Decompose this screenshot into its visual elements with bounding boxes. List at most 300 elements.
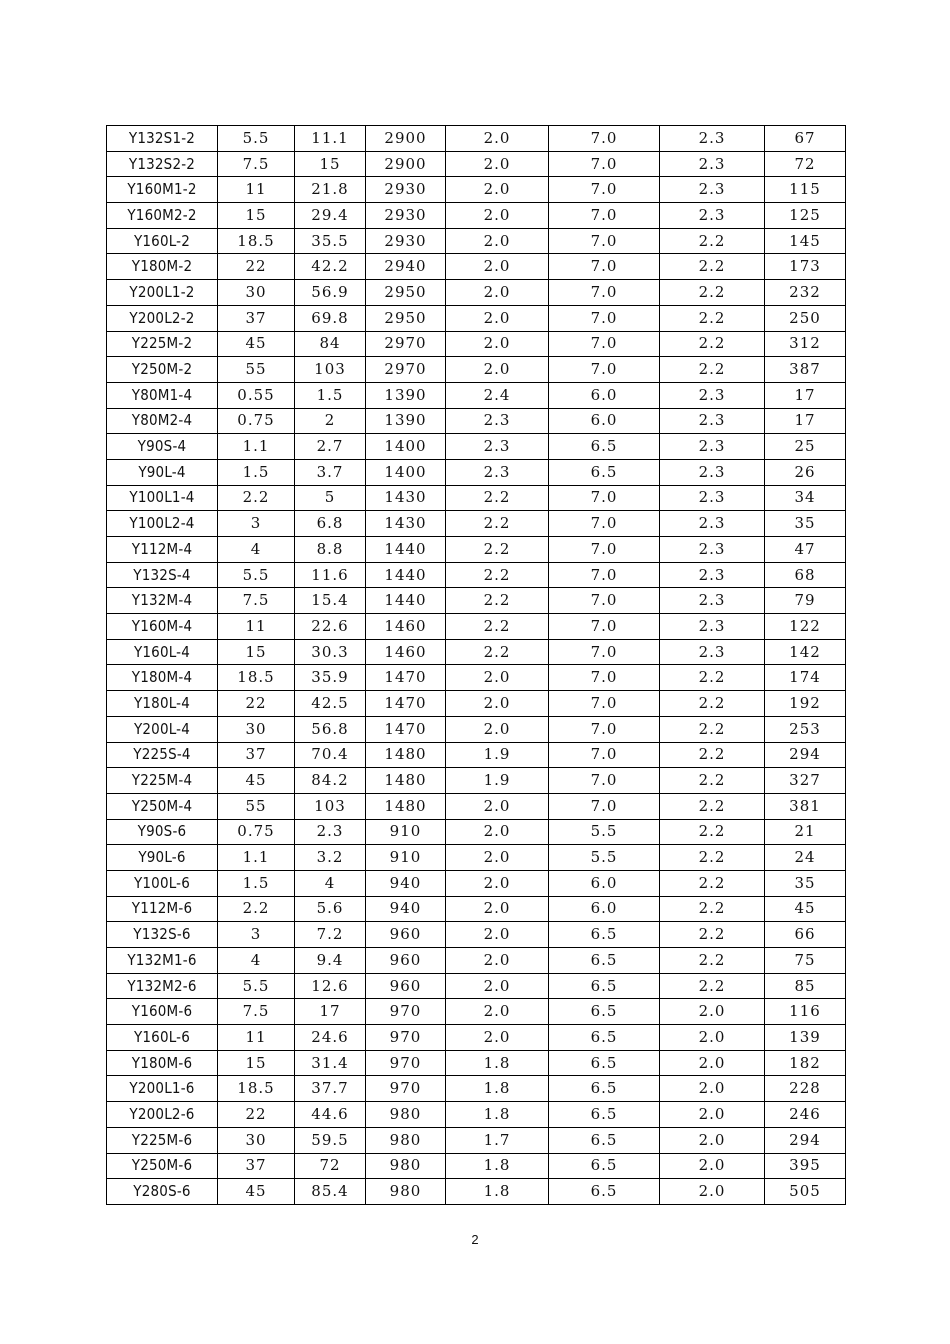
table-row <box>107 1050 846 1076</box>
cell-model: Y180M-6 <box>107 1050 218 1076</box>
cell-ratio-a: 2.4 <box>446 382 549 408</box>
cell-speed: 1470 <box>366 691 446 717</box>
cell-power: 22 <box>218 1102 295 1128</box>
cell-ratio-c: 2.2 <box>660 819 765 845</box>
cell-weight: 21 <box>765 819 846 845</box>
cell-weight: 17 <box>765 408 846 434</box>
cell-ratio-c: 2.2 <box>660 870 765 896</box>
cell-weight: 232 <box>765 280 846 306</box>
cell-ratio-b: 6.5 <box>549 1076 660 1102</box>
cell-speed: 960 <box>366 948 446 974</box>
table-row <box>107 793 846 819</box>
cell-power: 3 <box>218 922 295 948</box>
table-body <box>107 126 846 1205</box>
cell-weight: 26 <box>765 459 846 485</box>
cell-ratio-c: 2.3 <box>660 639 765 665</box>
cell-model: Y160M-6 <box>107 999 218 1025</box>
cell-ratio-a: 2.2 <box>446 511 549 537</box>
cell-weight: 253 <box>765 716 846 742</box>
cell-model: Y160L-2 <box>107 228 218 254</box>
cell-weight: 312 <box>765 331 846 357</box>
table-row <box>107 588 846 614</box>
cell-ratio-c: 2.0 <box>660 1153 765 1179</box>
cell-power: 45 <box>218 1179 295 1205</box>
cell-ratio-b: 7.0 <box>549 331 660 357</box>
cell-ratio-b: 7.0 <box>549 357 660 383</box>
cell-power: 22 <box>218 254 295 280</box>
cell-ratio-a: 2.2 <box>446 588 549 614</box>
cell-ratio-a: 2.0 <box>446 177 549 203</box>
cell-ratio-b: 7.0 <box>549 614 660 640</box>
table-row <box>107 973 846 999</box>
cell-speed: 1480 <box>366 793 446 819</box>
table-row <box>107 511 846 537</box>
cell-ratio-b: 5.5 <box>549 819 660 845</box>
cell-power: 45 <box>218 331 295 357</box>
cell-ratio-a: 2.3 <box>446 408 549 434</box>
cell-weight: 24 <box>765 845 846 871</box>
cell-current: 84 <box>295 331 366 357</box>
cell-model: Y132S1-2 <box>107 126 218 152</box>
cell-power: 55 <box>218 793 295 819</box>
cell-power: 30 <box>218 280 295 306</box>
cell-ratio-b: 7.0 <box>549 254 660 280</box>
cell-current: 31.4 <box>295 1050 366 1076</box>
cell-model: Y250M-6 <box>107 1153 218 1179</box>
cell-ratio-a: 1.8 <box>446 1102 549 1128</box>
cell-ratio-b: 6.5 <box>549 948 660 974</box>
table-row <box>107 126 846 152</box>
cell-ratio-c: 2.2 <box>660 357 765 383</box>
cell-weight: 246 <box>765 1102 846 1128</box>
cell-ratio-c: 2.2 <box>660 896 765 922</box>
table-row <box>107 768 846 794</box>
cell-ratio-b: 7.0 <box>549 793 660 819</box>
cell-ratio-a: 1.9 <box>446 742 549 768</box>
cell-power: 18.5 <box>218 228 295 254</box>
cell-ratio-a: 2.0 <box>446 999 549 1025</box>
table-row <box>107 1102 846 1128</box>
cell-current: 7.2 <box>295 922 366 948</box>
cell-speed: 970 <box>366 1050 446 1076</box>
cell-current: 37.7 <box>295 1076 366 1102</box>
cell-ratio-c: 2.3 <box>660 382 765 408</box>
cell-model: Y160M2-2 <box>107 203 218 229</box>
cell-model: Y200L-4 <box>107 716 218 742</box>
cell-ratio-a: 2.0 <box>446 331 549 357</box>
cell-model: Y112M-6 <box>107 896 218 922</box>
cell-speed: 970 <box>366 1076 446 1102</box>
cell-ratio-b: 6.5 <box>549 973 660 999</box>
cell-ratio-b: 6.5 <box>549 459 660 485</box>
table-row <box>107 639 846 665</box>
cell-power: 4 <box>218 537 295 563</box>
cell-ratio-c: 2.3 <box>660 126 765 152</box>
cell-ratio-a: 1.8 <box>446 1179 549 1205</box>
cell-ratio-a: 2.0 <box>446 305 549 331</box>
table-row <box>107 870 846 896</box>
cell-weight: 125 <box>765 203 846 229</box>
cell-model: Y80M2-4 <box>107 408 218 434</box>
cell-current: 56.8 <box>295 716 366 742</box>
cell-ratio-b: 7.0 <box>549 177 660 203</box>
cell-ratio-c: 2.0 <box>660 1102 765 1128</box>
cell-power: 15 <box>218 1050 295 1076</box>
cell-power: 4 <box>218 948 295 974</box>
cell-weight: 395 <box>765 1153 846 1179</box>
cell-model: Y100L-6 <box>107 870 218 896</box>
cell-ratio-b: 6.5 <box>549 434 660 460</box>
cell-ratio-a: 2.2 <box>446 537 549 563</box>
cell-current: 69.8 <box>295 305 366 331</box>
table-row <box>107 434 846 460</box>
table-row <box>107 331 846 357</box>
cell-weight: 139 <box>765 1025 846 1051</box>
cell-model: Y90L-6 <box>107 845 218 871</box>
cell-ratio-a: 2.2 <box>446 485 549 511</box>
cell-speed: 1480 <box>366 768 446 794</box>
table-row <box>107 151 846 177</box>
cell-power: 11 <box>218 1025 295 1051</box>
cell-model: Y160L-4 <box>107 639 218 665</box>
cell-current: 103 <box>295 793 366 819</box>
cell-ratio-b: 6.5 <box>549 999 660 1025</box>
cell-ratio-c: 2.0 <box>660 1179 765 1205</box>
table-row <box>107 716 846 742</box>
table-row <box>107 357 846 383</box>
cell-speed: 1470 <box>366 716 446 742</box>
cell-model: Y200L1-6 <box>107 1076 218 1102</box>
cell-model: Y80M1-4 <box>107 382 218 408</box>
table-row <box>107 485 846 511</box>
cell-power: 15 <box>218 203 295 229</box>
cell-speed: 1430 <box>366 485 446 511</box>
page-number: 2 <box>471 1232 479 1247</box>
cell-current: 2.3 <box>295 819 366 845</box>
cell-ratio-b: 5.5 <box>549 845 660 871</box>
cell-power: 7.5 <box>218 999 295 1025</box>
table-row <box>107 665 846 691</box>
cell-model: Y132M1-6 <box>107 948 218 974</box>
cell-ratio-c: 2.2 <box>660 228 765 254</box>
cell-ratio-a: 2.0 <box>446 845 549 871</box>
cell-weight: 68 <box>765 562 846 588</box>
cell-speed: 1430 <box>366 511 446 537</box>
table-row <box>107 691 846 717</box>
cell-current: 70.4 <box>295 742 366 768</box>
cell-power: 5.5 <box>218 973 295 999</box>
cell-power: 37 <box>218 305 295 331</box>
cell-weight: 85 <box>765 973 846 999</box>
cell-weight: 142 <box>765 639 846 665</box>
cell-current: 3.7 <box>295 459 366 485</box>
cell-ratio-a: 2.0 <box>446 665 549 691</box>
cell-ratio-c: 2.2 <box>660 331 765 357</box>
table-row <box>107 742 846 768</box>
cell-ratio-a: 1.9 <box>446 768 549 794</box>
cell-ratio-b: 7.0 <box>549 228 660 254</box>
cell-model: Y250M-4 <box>107 793 218 819</box>
cell-current: 24.6 <box>295 1025 366 1051</box>
table-row <box>107 280 846 306</box>
cell-ratio-c: 2.3 <box>660 177 765 203</box>
cell-ratio-a: 2.0 <box>446 973 549 999</box>
cell-model: Y112M-4 <box>107 537 218 563</box>
cell-model: Y200L1-2 <box>107 280 218 306</box>
cell-weight: 79 <box>765 588 846 614</box>
cell-ratio-a: 2.0 <box>446 922 549 948</box>
cell-ratio-c: 2.2 <box>660 973 765 999</box>
cell-current: 21.8 <box>295 177 366 203</box>
cell-current: 30.3 <box>295 639 366 665</box>
cell-power: 0.75 <box>218 408 295 434</box>
table-row <box>107 1127 846 1153</box>
table-row <box>107 922 846 948</box>
cell-ratio-c: 2.2 <box>660 948 765 974</box>
cell-weight: 182 <box>765 1050 846 1076</box>
table-row <box>107 177 846 203</box>
cell-model: Y100L2-4 <box>107 511 218 537</box>
cell-ratio-a: 2.0 <box>446 203 549 229</box>
cell-ratio-b: 7.0 <box>549 639 660 665</box>
cell-ratio-a: 2.0 <box>446 228 549 254</box>
table-row <box>107 537 846 563</box>
cell-weight: 250 <box>765 305 846 331</box>
cell-ratio-c: 2.3 <box>660 614 765 640</box>
cell-power: 11 <box>218 614 295 640</box>
cell-power: 1.5 <box>218 870 295 896</box>
cell-power: 1.1 <box>218 845 295 871</box>
cell-ratio-c: 2.3 <box>660 151 765 177</box>
cell-speed: 980 <box>366 1102 446 1128</box>
cell-model: Y160M1-2 <box>107 177 218 203</box>
cell-ratio-c: 2.0 <box>660 1050 765 1076</box>
cell-current: 5.6 <box>295 896 366 922</box>
cell-model: Y90S-4 <box>107 434 218 460</box>
cell-ratio-b: 7.0 <box>549 511 660 537</box>
cell-ratio-a: 1.8 <box>446 1153 549 1179</box>
cell-speed: 2970 <box>366 357 446 383</box>
cell-ratio-a: 1.8 <box>446 1076 549 1102</box>
cell-weight: 192 <box>765 691 846 717</box>
cell-model: Y180M-4 <box>107 665 218 691</box>
cell-current: 35.9 <box>295 665 366 691</box>
table-row <box>107 614 846 640</box>
table-row <box>107 1076 846 1102</box>
table-row <box>107 948 846 974</box>
cell-power: 55 <box>218 357 295 383</box>
cell-ratio-a: 2.0 <box>446 151 549 177</box>
cell-current: 4 <box>295 870 366 896</box>
cell-ratio-c: 2.2 <box>660 922 765 948</box>
cell-ratio-b: 6.0 <box>549 870 660 896</box>
cell-speed: 1460 <box>366 639 446 665</box>
cell-weight: 47 <box>765 537 846 563</box>
cell-power: 0.75 <box>218 819 295 845</box>
cell-ratio-b: 6.5 <box>549 1050 660 1076</box>
cell-ratio-c: 2.0 <box>660 1076 765 1102</box>
cell-ratio-c: 2.0 <box>660 999 765 1025</box>
cell-ratio-a: 2.0 <box>446 691 549 717</box>
cell-weight: 122 <box>765 614 846 640</box>
cell-ratio-c: 2.2 <box>660 793 765 819</box>
cell-ratio-b: 6.5 <box>549 1127 660 1153</box>
cell-speed: 1470 <box>366 665 446 691</box>
cell-model: Y180L-4 <box>107 691 218 717</box>
cell-current: 56.9 <box>295 280 366 306</box>
cell-current: 8.8 <box>295 537 366 563</box>
cell-ratio-b: 6.0 <box>549 408 660 434</box>
cell-weight: 228 <box>765 1076 846 1102</box>
table-row <box>107 845 846 871</box>
cell-current: 15 <box>295 151 366 177</box>
cell-current: 29.4 <box>295 203 366 229</box>
cell-ratio-a: 2.2 <box>446 639 549 665</box>
cell-current: 15.4 <box>295 588 366 614</box>
cell-ratio-c: 2.3 <box>660 588 765 614</box>
cell-ratio-c: 2.3 <box>660 203 765 229</box>
cell-ratio-b: 6.0 <box>549 896 660 922</box>
cell-speed: 2900 <box>366 126 446 152</box>
cell-ratio-a: 2.0 <box>446 254 549 280</box>
cell-model: Y160M-4 <box>107 614 218 640</box>
cell-ratio-c: 2.3 <box>660 434 765 460</box>
table-row <box>107 203 846 229</box>
cell-current: 22.6 <box>295 614 366 640</box>
cell-model: Y225M-6 <box>107 1127 218 1153</box>
cell-ratio-c: 2.2 <box>660 845 765 871</box>
cell-ratio-c: 2.0 <box>660 1025 765 1051</box>
cell-weight: 145 <box>765 228 846 254</box>
cell-ratio-b: 7.0 <box>549 305 660 331</box>
table-row <box>107 254 846 280</box>
cell-speed: 2940 <box>366 254 446 280</box>
cell-ratio-c: 2.3 <box>660 511 765 537</box>
cell-ratio-c: 2.2 <box>660 768 765 794</box>
cell-weight: 294 <box>765 742 846 768</box>
cell-ratio-a: 2.0 <box>446 896 549 922</box>
cell-model: Y100L1-4 <box>107 485 218 511</box>
cell-weight: 25 <box>765 434 846 460</box>
cell-power: 15 <box>218 639 295 665</box>
cell-power: 30 <box>218 1127 295 1153</box>
cell-speed: 1440 <box>366 588 446 614</box>
cell-model: Y160L-6 <box>107 1025 218 1051</box>
cell-ratio-a: 2.0 <box>446 793 549 819</box>
table-row <box>107 305 846 331</box>
cell-current: 59.5 <box>295 1127 366 1153</box>
cell-current: 17 <box>295 999 366 1025</box>
cell-ratio-a: 2.0 <box>446 948 549 974</box>
cell-weight: 75 <box>765 948 846 974</box>
cell-ratio-c: 2.3 <box>660 537 765 563</box>
cell-model: Y280S-6 <box>107 1179 218 1205</box>
cell-weight: 173 <box>765 254 846 280</box>
cell-current: 9.4 <box>295 948 366 974</box>
cell-speed: 980 <box>366 1179 446 1205</box>
table-row <box>107 228 846 254</box>
cell-current: 1.5 <box>295 382 366 408</box>
cell-ratio-a: 2.0 <box>446 870 549 896</box>
cell-ratio-c: 2.2 <box>660 305 765 331</box>
cell-speed: 980 <box>366 1153 446 1179</box>
cell-ratio-a: 2.3 <box>446 434 549 460</box>
cell-ratio-b: 6.5 <box>549 1025 660 1051</box>
cell-model: Y132M-4 <box>107 588 218 614</box>
cell-current: 3.2 <box>295 845 366 871</box>
cell-power: 7.5 <box>218 588 295 614</box>
cell-current: 5 <box>295 485 366 511</box>
cell-model: Y132M2-6 <box>107 973 218 999</box>
table-row <box>107 999 846 1025</box>
cell-power: 3 <box>218 511 295 537</box>
table-row <box>107 459 846 485</box>
cell-model: Y132S-6 <box>107 922 218 948</box>
cell-current: 2.7 <box>295 434 366 460</box>
cell-ratio-b: 6.5 <box>549 1102 660 1128</box>
cell-power: 5.5 <box>218 126 295 152</box>
cell-speed: 2950 <box>366 280 446 306</box>
cell-weight: 72 <box>765 151 846 177</box>
motor-spec-table <box>106 125 846 1205</box>
cell-speed: 1480 <box>366 742 446 768</box>
cell-speed: 2970 <box>366 331 446 357</box>
cell-speed: 970 <box>366 999 446 1025</box>
cell-ratio-a: 1.8 <box>446 1050 549 1076</box>
cell-speed: 910 <box>366 819 446 845</box>
cell-ratio-b: 7.0 <box>549 768 660 794</box>
cell-model: Y90S-6 <box>107 819 218 845</box>
cell-ratio-b: 7.0 <box>549 203 660 229</box>
cell-model: Y225S-4 <box>107 742 218 768</box>
cell-model: Y200L2-2 <box>107 305 218 331</box>
cell-power: 7.5 <box>218 151 295 177</box>
cell-ratio-b: 7.0 <box>549 485 660 511</box>
cell-ratio-a: 2.0 <box>446 357 549 383</box>
table-row <box>107 1025 846 1051</box>
cell-speed: 970 <box>366 1025 446 1051</box>
cell-power: 1.5 <box>218 459 295 485</box>
cell-ratio-b: 6.5 <box>549 1153 660 1179</box>
cell-weight: 45 <box>765 896 846 922</box>
cell-ratio-a: 2.0 <box>446 1025 549 1051</box>
cell-ratio-b: 6.5 <box>549 1179 660 1205</box>
cell-power: 0.55 <box>218 382 295 408</box>
cell-power: 37 <box>218 1153 295 1179</box>
cell-ratio-c: 2.3 <box>660 485 765 511</box>
cell-ratio-c: 2.2 <box>660 665 765 691</box>
cell-weight: 66 <box>765 922 846 948</box>
cell-current: 42.5 <box>295 691 366 717</box>
cell-ratio-b: 7.0 <box>549 151 660 177</box>
cell-current: 85.4 <box>295 1179 366 1205</box>
cell-weight: 116 <box>765 999 846 1025</box>
cell-current: 103 <box>295 357 366 383</box>
cell-ratio-c: 2.2 <box>660 280 765 306</box>
cell-ratio-a: 2.2 <box>446 614 549 640</box>
cell-weight: 387 <box>765 357 846 383</box>
cell-ratio-b: 7.0 <box>549 562 660 588</box>
cell-speed: 910 <box>366 845 446 871</box>
cell-model: Y132S2-2 <box>107 151 218 177</box>
cell-ratio-a: 2.0 <box>446 716 549 742</box>
cell-ratio-b: 7.0 <box>549 588 660 614</box>
cell-weight: 35 <box>765 511 846 537</box>
cell-speed: 980 <box>366 1127 446 1153</box>
cell-model: Y90L-4 <box>107 459 218 485</box>
cell-current: 84.2 <box>295 768 366 794</box>
cell-weight: 174 <box>765 665 846 691</box>
